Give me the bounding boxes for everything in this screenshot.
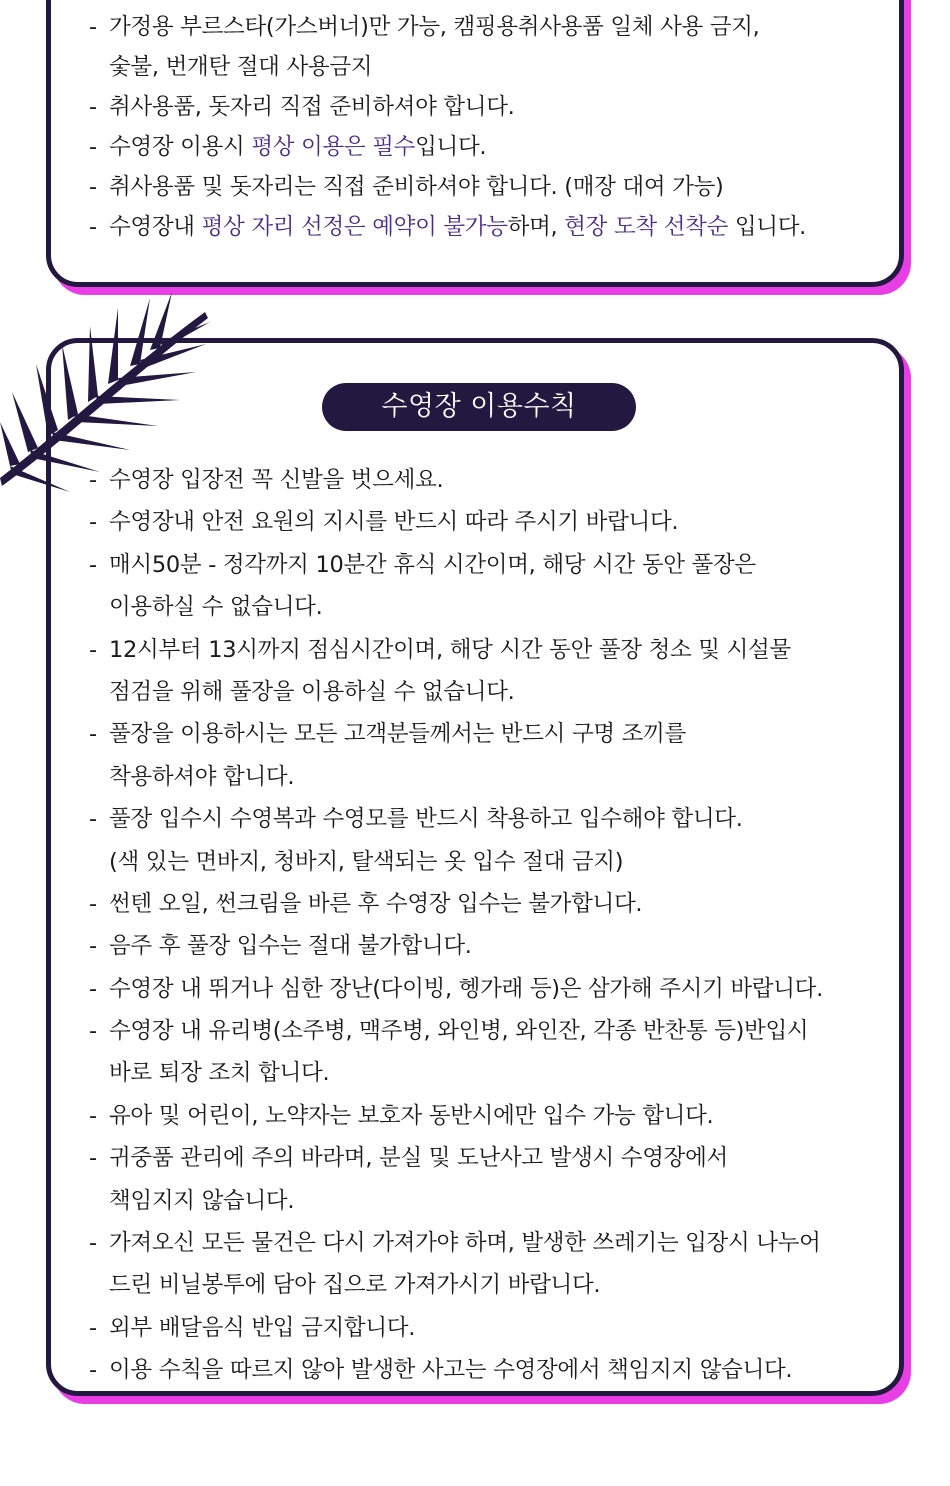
highlighted-text: 평상 자리 선정은 예약이 불가능 bbox=[201, 214, 508, 240]
rule-text: 수영장 내 유리병(소주병, 맥주병, 와인병, 와인잔, 각종 반찬통 등)반입시 bbox=[109, 1018, 809, 1045]
rule-item bbox=[89, 630, 879, 670]
rule-text: 착용하셔야 합니다. bbox=[109, 763, 295, 790]
rule-text: 숯불, 번개탄 절대 사용금지 bbox=[109, 54, 373, 80]
highlighted-text: 현장 도착 선착순 bbox=[564, 214, 728, 240]
rule-text: 책임지지 않습니다. bbox=[109, 1187, 295, 1214]
dash-marker: - bbox=[89, 509, 97, 536]
dash-marker: - bbox=[89, 1018, 97, 1045]
rule-text: 가정용 부르스타(가스버너)만 가능, 캠핑용취사용품 일체 사용 금지, bbox=[109, 14, 760, 40]
dash-marker: - bbox=[89, 806, 97, 833]
rule-text: 음주 후 풀장 입수는 절대 불가합니다. bbox=[109, 933, 472, 960]
palm-leaf-icon bbox=[0, 282, 230, 512]
rule-item bbox=[89, 207, 879, 247]
dash-marker: - bbox=[89, 975, 97, 1002]
dash-marker: - bbox=[89, 1145, 97, 1172]
rule-text: 풀장 입수시 수영복과 수영모를 반드시 착용하고 입수해야 합니다. bbox=[109, 806, 743, 833]
pool-rules-list bbox=[89, 460, 879, 1393]
rule-item bbox=[89, 1053, 879, 1093]
rule-text: (색 있는 면바지, 청바지, 탈색되는 옷 입수 절대 금지) bbox=[109, 848, 624, 875]
rule-text: 이용 수칙을 따르지 않아 발생한 사고는 수영장에서 책임지지 않습니다. bbox=[109, 1357, 793, 1384]
rule-text: 수영장내 bbox=[109, 214, 202, 240]
rule-item bbox=[89, 127, 879, 167]
rule-text: 수영장 이용시 bbox=[109, 134, 252, 160]
rule-text: 바로 퇴장 조치 합니다. bbox=[109, 1060, 330, 1087]
rule-text: 귀중품 관리에 주의 바라며, 분실 및 도난사고 발생시 수영장에서 bbox=[109, 1145, 728, 1172]
rule-text: 수영장 입장전 꼭 신발을 벗으세요. bbox=[109, 467, 444, 493]
rule-item bbox=[89, 969, 879, 1009]
rule-text: 가져오신 모든 물건은 다시 가져가야 하며, 발생한 쓰레기는 입장시 나누어 bbox=[109, 1230, 821, 1257]
rule-text: 유아 및 어린이, 노약자는 보호자 동반시에만 입수 가능 합니다. bbox=[109, 1102, 714, 1129]
rule-item bbox=[89, 587, 879, 627]
dash-marker: - bbox=[89, 890, 97, 917]
rule-text: 입니다. bbox=[415, 134, 487, 160]
rule-text: 드린 비닐봉투에 담아 집으로 가져가시기 바랍니다. bbox=[109, 1272, 601, 1299]
rule-item bbox=[89, 545, 879, 585]
rule-text: 수영장내 안전 요원의 지시를 반드시 따라 주시기 바랍니다. bbox=[109, 509, 679, 536]
dash-marker: - bbox=[89, 551, 97, 578]
rule-item bbox=[89, 1350, 879, 1390]
dash-marker: - bbox=[89, 721, 97, 748]
amenity-notice-card bbox=[46, 0, 904, 287]
rule-text: 12시부터 13시까지 점심시간이며, 해당 시간 동안 풀장 청소 및 시설물 bbox=[109, 636, 791, 663]
rule-text: 하며, bbox=[507, 214, 565, 240]
rule-text: 외부 배달음식 반입 금지합니다. bbox=[109, 1314, 416, 1341]
rule-item bbox=[89, 1181, 879, 1221]
rule-item bbox=[89, 1138, 879, 1178]
dash-marker: - bbox=[89, 933, 97, 960]
dash-marker: - bbox=[89, 134, 97, 160]
rule-item bbox=[89, 87, 879, 127]
dash-marker: - bbox=[89, 636, 97, 663]
rule-text: 풀장을 이용하시는 모든 고객분들께서는 반드시 구명 조끼를 bbox=[109, 721, 686, 748]
rule-text: 이용하실 수 없습니다. bbox=[109, 594, 323, 621]
rule-item bbox=[89, 47, 879, 87]
rule-item bbox=[89, 842, 879, 882]
dash-marker: - bbox=[89, 14, 97, 40]
rule-item bbox=[89, 1223, 879, 1263]
rule-text: 매시50분 - 정각까지 10분간 휴식 시간이며, 해당 시간 동안 풀장은 bbox=[109, 551, 756, 578]
dash-marker: - bbox=[89, 174, 97, 200]
rule-item bbox=[89, 926, 879, 966]
dash-marker: - bbox=[89, 1314, 97, 1341]
highlighted-text: 평상 이용은 필수 bbox=[251, 134, 416, 160]
rule-text: 취사용품 및 돗자리는 직접 준비하셔야 합니다. (매장 대여 가능) bbox=[109, 174, 724, 200]
rule-item bbox=[89, 1308, 879, 1348]
rule-item bbox=[89, 1011, 879, 1051]
rule-text: 점검을 위해 풀장을 이용하실 수 없습니다. bbox=[109, 678, 515, 705]
dash-marker: - bbox=[89, 1230, 97, 1257]
rule-text: 썬텐 오일, 썬크림을 바른 후 수영장 입수는 불가합니다. bbox=[109, 890, 643, 917]
amenity-rules-list bbox=[89, 7, 879, 247]
rule-item bbox=[89, 1265, 879, 1305]
rule-item bbox=[89, 7, 879, 47]
rule-item bbox=[89, 714, 879, 754]
rule-item bbox=[89, 757, 879, 797]
dash-marker: - bbox=[89, 1102, 97, 1129]
rule-item bbox=[89, 672, 879, 712]
rule-item bbox=[89, 1096, 879, 1136]
rule-text: 수영장 내 뛰거나 심한 장난(다이빙, 헹가래 등)은 삼가해 주시기 바랍니다. bbox=[109, 975, 823, 1002]
rule-text: 입니다. bbox=[728, 214, 807, 240]
dash-marker: - bbox=[89, 94, 97, 120]
rule-item bbox=[89, 799, 879, 839]
dash-marker: - bbox=[89, 467, 97, 493]
dash-marker: - bbox=[89, 214, 97, 240]
dash-marker: - bbox=[89, 1357, 97, 1384]
rule-item bbox=[89, 884, 879, 924]
rule-item bbox=[89, 167, 879, 207]
section-title: 수영장 이용수칙 bbox=[322, 383, 636, 431]
rule-text: 취사용품, 돗자리 직접 준비하셔야 합니다. bbox=[109, 94, 515, 120]
